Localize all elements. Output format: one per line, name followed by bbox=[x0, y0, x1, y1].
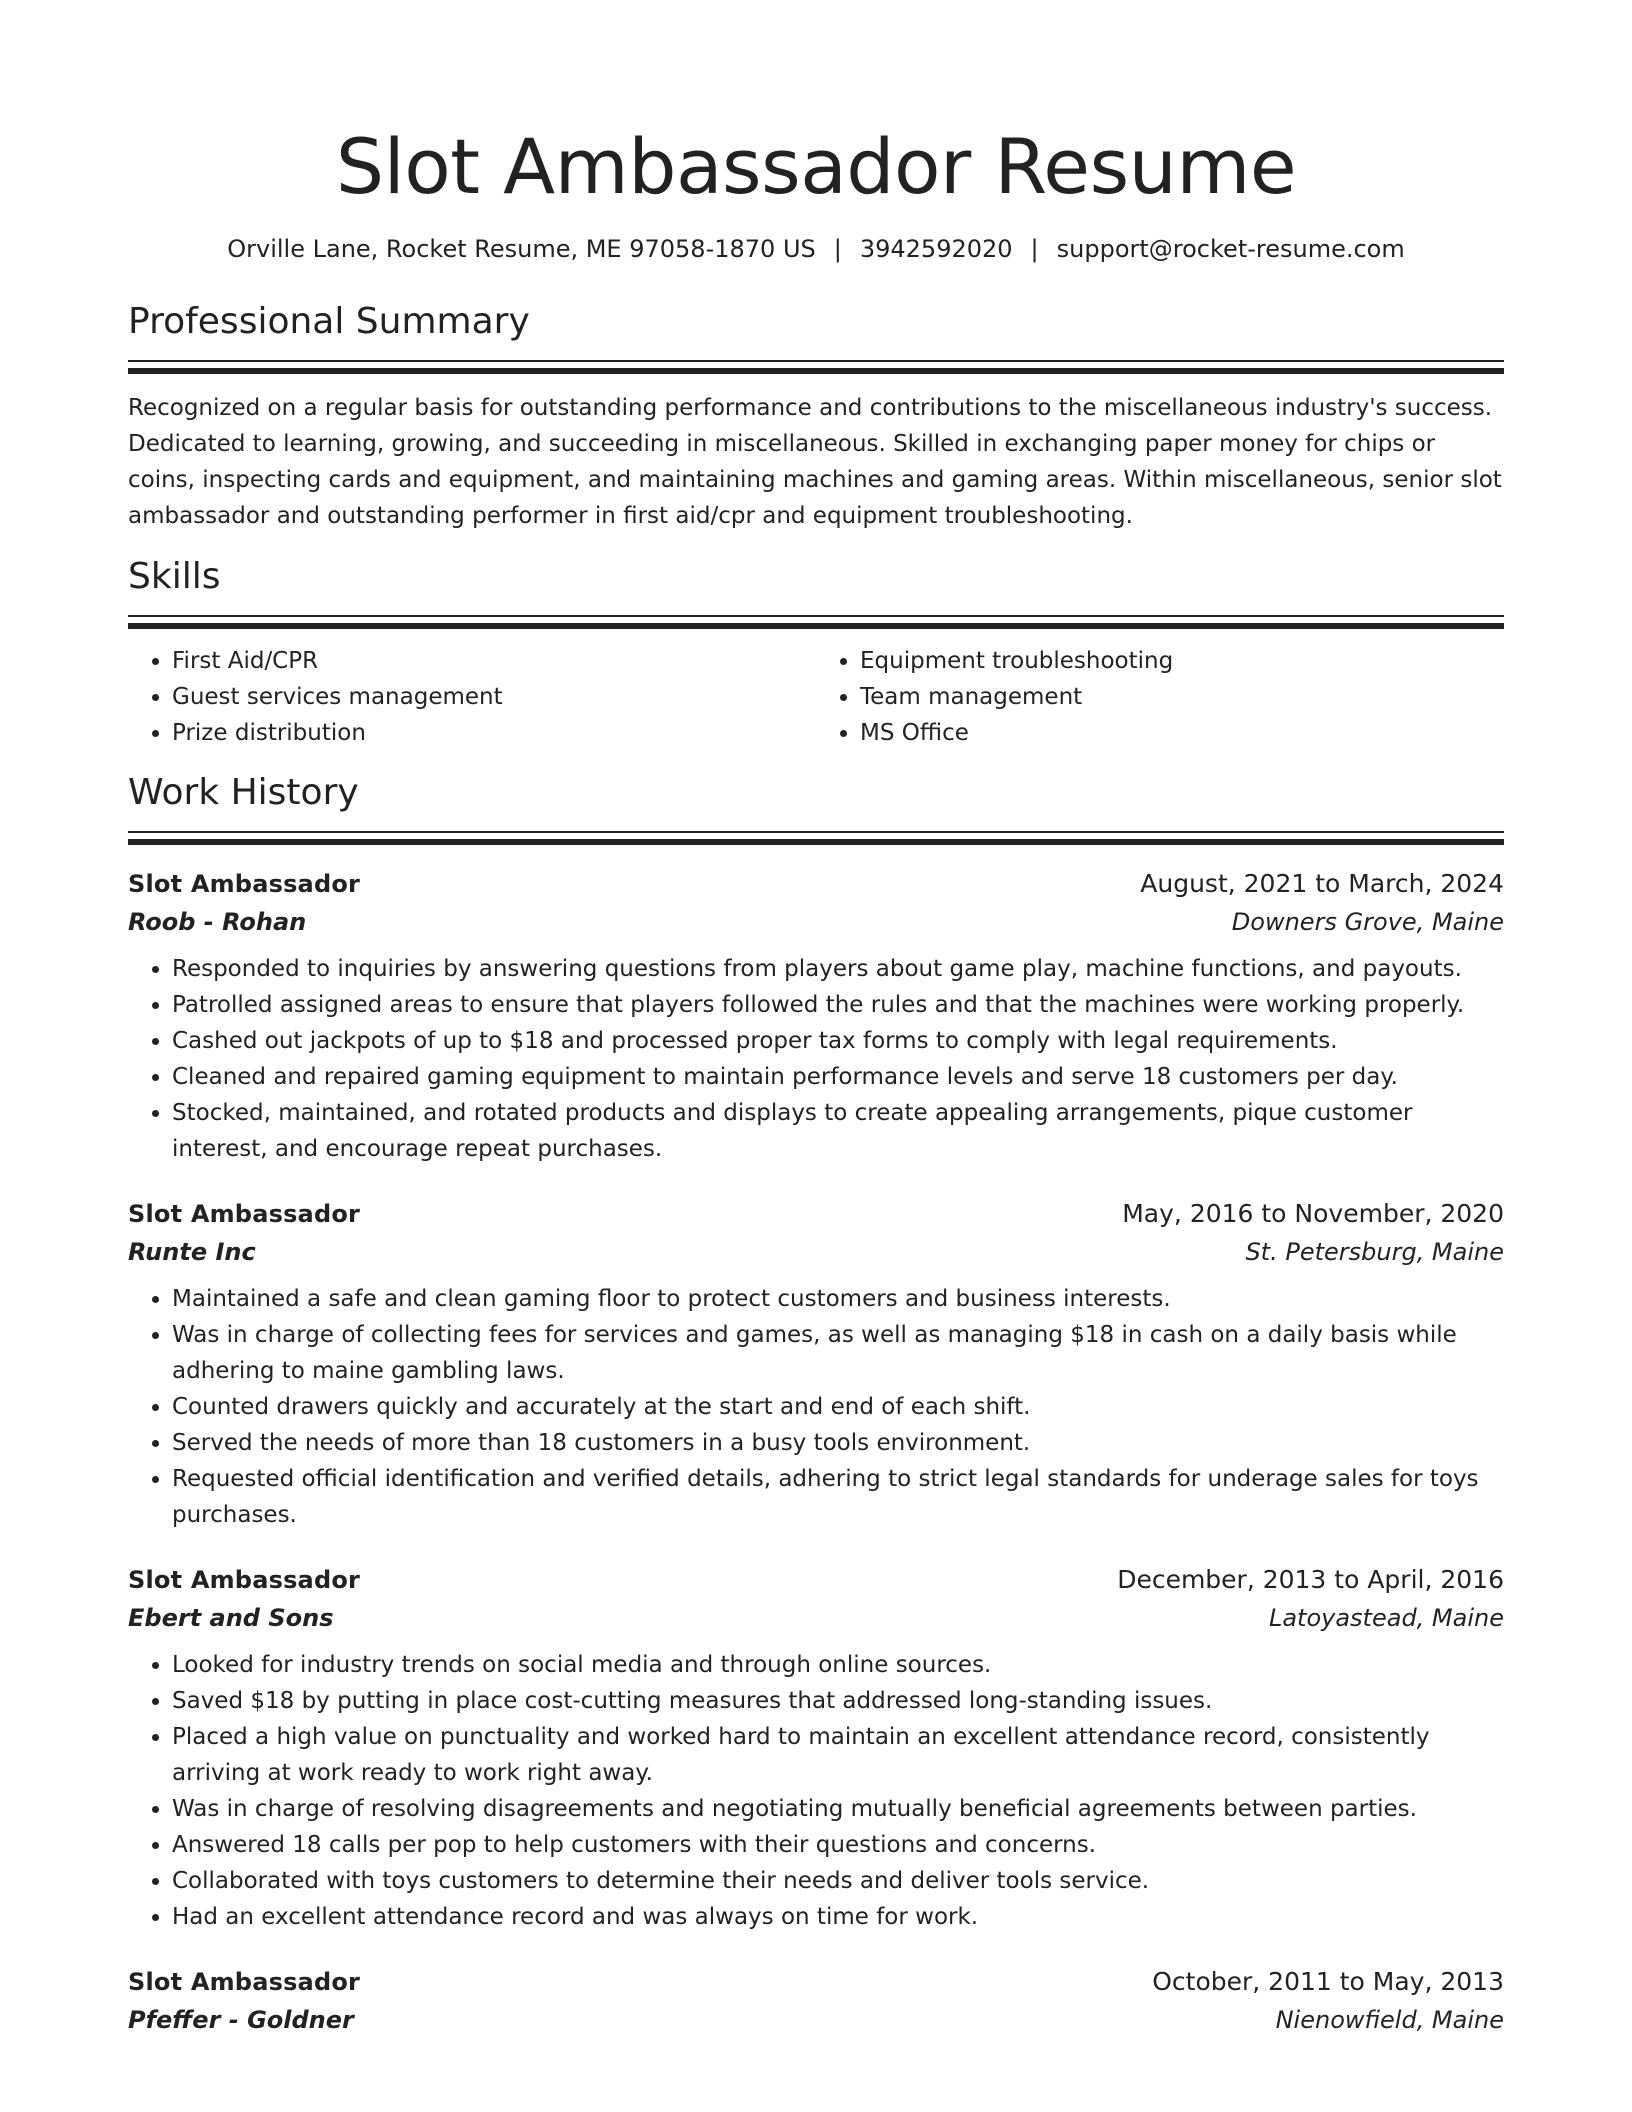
section-divider-thick bbox=[128, 623, 1504, 629]
job-bullet: • Responded to inquiries by answering questions from players about game play, machine functions, and payouts. bbox=[172, 951, 1504, 987]
job-bullet: • Requested official identification and verified details, adhering to strict legal standards for underage sales for toys purchases. bbox=[172, 1461, 1504, 1533]
job-bullet: • Counted drawers quickly and accurately at the start and end of each shift. bbox=[172, 1389, 1504, 1425]
skills-heading: Skills bbox=[128, 556, 221, 597]
job-bullet: • Patrolled assigned areas to ensure that players followed the rules and that the machines were working properly. bbox=[172, 987, 1504, 1023]
job-bullets bbox=[128, 951, 1504, 1167]
job-company: Runte Inc bbox=[128, 1238, 256, 1266]
job-location: Latoyastead, Maine bbox=[1268, 1604, 1504, 1632]
job-dates: May, 2016 to November, 2020 bbox=[1122, 1199, 1504, 1228]
job-subheader-row bbox=[128, 1233, 1504, 1271]
job-company: Roob - Rohan bbox=[128, 908, 307, 936]
work-section bbox=[128, 771, 1504, 2039]
job-bullet: • Had an excellent attendance record and was always on time for work. bbox=[172, 1899, 1504, 1935]
job-subheader-row bbox=[128, 903, 1504, 941]
job-bullet: • Cashed out jackpots of up to $18 and processed proper tax forms to comply with legal requirements. bbox=[172, 1023, 1504, 1059]
job-list bbox=[128, 865, 1504, 2039]
job-dates: October, 2011 to May, 2013 bbox=[1152, 1967, 1504, 1996]
job-dates: December, 2013 to April, 2016 bbox=[1117, 1565, 1504, 1594]
skills-list-left bbox=[128, 643, 816, 751]
skill-item: • Equipment troubleshooting bbox=[860, 643, 1504, 679]
skill-item: • Guest services management bbox=[172, 679, 816, 715]
job-location: Nienowfield, Maine bbox=[1275, 2006, 1504, 2034]
job-title: Slot Ambassador bbox=[128, 1968, 361, 1996]
job-entry bbox=[128, 1963, 1504, 2039]
job-bullet: • Stocked, maintained, and rotated products and displays to create appealing arrangements, pique customer interest, and encourage repeat purchases. bbox=[172, 1095, 1504, 1167]
summary-heading: Professional Summary bbox=[128, 301, 530, 342]
job-header-row bbox=[128, 1195, 1504, 1233]
job-location: Downers Grove, Maine bbox=[1231, 908, 1504, 936]
section-divider-thick bbox=[128, 839, 1504, 845]
job-title: Slot Ambassador bbox=[128, 1200, 361, 1228]
contact-line bbox=[128, 234, 1504, 264]
job-bullet: • Placed a high value on punctuality and worked hard to maintain an excellent attendance record, consistently arriving at work ready to work right away. bbox=[172, 1719, 1504, 1791]
job-bullet: • Served the needs of more than 18 customers in a busy tools environment. bbox=[172, 1425, 1504, 1461]
job-entry bbox=[128, 1195, 1504, 1533]
skill-item: • Prize distribution bbox=[172, 715, 816, 751]
work-heading: Work History bbox=[128, 772, 359, 813]
contact-address: Orville Lane, Rocket Resume, ME 97058-1870 US bbox=[227, 235, 816, 263]
job-bullet: • Collaborated with toys customers to determine their needs and deliver tools service. bbox=[172, 1863, 1504, 1899]
resume-content bbox=[128, 0, 1504, 2039]
job-header-row bbox=[128, 865, 1504, 903]
contact-separator: | bbox=[1030, 235, 1039, 263]
job-title: Slot Ambassador bbox=[128, 1566, 361, 1594]
job-company: Pfeffer - Goldner bbox=[128, 2006, 354, 2034]
skills-section bbox=[128, 555, 1504, 751]
job-bullet: • Saved $18 by putting in place cost-cutting measures that addressed long-standing issues. bbox=[172, 1683, 1504, 1719]
job-bullets bbox=[128, 1281, 1504, 1533]
job-bullet: • Looked for industry trends on social media and through online sources. bbox=[172, 1647, 1504, 1683]
job-bullets bbox=[128, 1647, 1504, 1935]
section-divider bbox=[128, 831, 1504, 833]
job-bullet: • Cleaned and repaired gaming equipment to maintain performance levels and serve 18 customers per day. bbox=[172, 1059, 1504, 1095]
job-location: St. Petersburg, Maine bbox=[1245, 1238, 1504, 1266]
contact-email[interactable]: support@rocket-resume.com bbox=[1056, 235, 1405, 263]
section-divider bbox=[128, 615, 1504, 617]
summary-section bbox=[128, 300, 1504, 534]
job-bullet: • Answered 18 calls per pop to help customers with their questions and concerns. bbox=[172, 1827, 1504, 1863]
contact-phone: 3942592020 bbox=[859, 235, 1013, 263]
job-subheader-row bbox=[128, 2001, 1504, 2039]
section-divider bbox=[128, 360, 1504, 362]
skill-item: • MS Office bbox=[860, 715, 1504, 751]
job-dates: August, 2021 to March, 2024 bbox=[1140, 869, 1504, 898]
job-company: Ebert and Sons bbox=[128, 1604, 334, 1632]
job-bullet: • Was in charge of collecting fees for services and games, as well as managing $18 in cash on a daily basis while adhering to maine gambling laws. bbox=[172, 1317, 1504, 1389]
section-divider-thick bbox=[128, 368, 1504, 374]
job-header-row bbox=[128, 1963, 1504, 2001]
page-title: Slot Ambassador Resume bbox=[335, 122, 1297, 211]
job-header-row bbox=[128, 1561, 1504, 1599]
skills-columns bbox=[128, 643, 1504, 751]
skills-list-right bbox=[816, 643, 1504, 751]
contact-separator: | bbox=[833, 235, 842, 263]
skill-item: • Team management bbox=[860, 679, 1504, 715]
job-bullet: • Maintained a safe and clean gaming floor to protect customers and business interests. bbox=[172, 1281, 1504, 1317]
job-entry bbox=[128, 1561, 1504, 1935]
job-entry bbox=[128, 865, 1504, 1167]
summary-text: Recognized on a regular basis for outstanding performance and contributions to the miscellaneous industry's success. Dedicated to learning, growing, and succeeding in miscellaneous. Skilled in exchanging paper money for chips or coins, inspecting cards and equipment, and maintaining machines and gaming areas. Within miscellaneous, senior slot ambassador and outstanding performer in first aid/cpr and equipment troubleshooting. bbox=[128, 395, 1502, 529]
job-subheader-row bbox=[128, 1599, 1504, 1637]
job-bullet: • Was in charge of resolving disagreements and negotiating mutually beneficial agreements between parties. bbox=[172, 1791, 1504, 1827]
job-title: Slot Ambassador bbox=[128, 870, 361, 898]
skill-item: • First Aid/CPR bbox=[172, 643, 816, 679]
